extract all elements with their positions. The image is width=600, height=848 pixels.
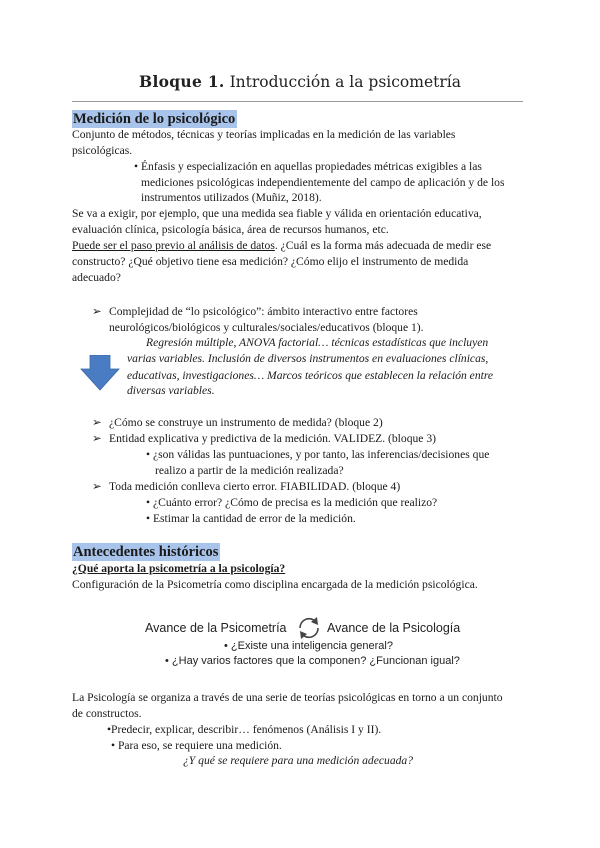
point1-line-2: neurológicos/biológicos y culturales/sociales/educativos (bloque 1). xyxy=(109,321,424,334)
configuracion-line: Configuración de la Psicometría como disciplina encargada de la medición psicológica. xyxy=(72,578,478,591)
section2-bullet-1: •Predecir, explicar, describir… fenómenos (Análisis I y II). xyxy=(107,723,382,736)
section2-bullet-2: • Para eso, se requiere una medición. xyxy=(111,739,282,752)
bullet-line-1: • Énfasis y especialización en aquellas propiedades métricas exigibles a las xyxy=(134,160,482,173)
diagram-bullet-2: • ¿Hay varios factores que la componen? ¿Funcionan igual? xyxy=(165,655,460,667)
section-heading-medicion: Medición de lo psicológico xyxy=(73,111,236,127)
point4-sub-1: • ¿Cuánto error? ¿Cómo de precisa es la medición que realizo? xyxy=(146,496,438,509)
title-text: Introducción a la psicometría xyxy=(229,73,461,91)
bullet-line-2: mediciones psicológicas independientemente del campo de aplicación y de los xyxy=(141,176,505,189)
point3: Entidad explicativa y predictiva de la medición. VALIDEZ. (bloque 3) xyxy=(109,432,436,445)
diagram-left-label: Avance de la Psicometría xyxy=(145,621,287,635)
cycle-arrows-icon xyxy=(295,614,323,642)
para2-line-1: Se va a exigir, por ejemplo, que una medida sea fiable y válida en orientación educativa, xyxy=(72,207,482,220)
title-block-number: Bloque 1. xyxy=(139,72,225,91)
para3-line-1 xyxy=(72,238,491,254)
arrow-bullet-4: ➢ xyxy=(92,480,102,493)
subheading-aporta: ¿Qué aporta la psicometría a la psicología? xyxy=(72,562,286,575)
para-psicologia-2: de constructos. xyxy=(72,707,142,720)
intro-line-2: psicológicas. xyxy=(72,144,133,157)
para-psicologia-1: La Psicología se organiza a través de una serie de teorías psicológicas en torno a un conjunto xyxy=(72,691,503,704)
point3-sub-1: • ¿son válidas las puntuaciones, y por tanto, las inferencias/decisiones que xyxy=(146,448,490,461)
point4: Toda medición conlleva cierto error. FIABILIDAD. (bloque 4) xyxy=(109,480,401,493)
arrow-bullet-1: ➢ xyxy=(92,305,102,318)
diagram-right-label: Avance de la Psicología xyxy=(327,621,461,635)
point1-italic-1: Regresión múltiple, ANOVA factorial… técnicas estadísticas que incluyen xyxy=(146,336,489,349)
intro-line-1: Conjunto de métodos, técnicas y teorías implicadas en la medición de las variables xyxy=(72,128,456,141)
point2: ¿Cómo se construye un instrumento de medida? (bloque 2) xyxy=(109,416,383,429)
down-arrow-icon xyxy=(80,355,120,391)
diagram-bullet-1: • ¿Existe una inteligencia general? xyxy=(224,640,393,652)
closing-question: ¿Y qué se requiere para una medición adecuada? xyxy=(183,754,414,767)
point4-sub-2: • Estimar la cantidad de error de la medición. xyxy=(146,512,356,525)
arrow-bullet-3: ➢ xyxy=(92,432,102,445)
section-heading-antecedentes: Antecedentes históricos xyxy=(73,544,219,560)
para3-line-2: constructo? ¿Qué objetivo tiene esa medición? ¿Cómo elijo el instrumento de medida xyxy=(72,255,469,268)
para3-line-3: adecuado? xyxy=(72,271,121,284)
page-title xyxy=(0,72,600,91)
point1-line-1: Complejidad de “lo psicológico”: ámbito interactivo entre factores xyxy=(109,305,418,318)
para3-rest: . ¿Cuál es la forma más adecuada de medir ese xyxy=(274,239,492,252)
point3-sub-2: realizo a partir de la medición realizada? xyxy=(155,464,344,477)
point1-italic-2: varias variables. Inclusión de diversos instrumentos en evaluaciones clínicas, xyxy=(127,352,489,365)
bullet-line-3: instrumentos utilizados (Muñiz, 2018). xyxy=(141,191,322,204)
arrow-bullet-2: ➢ xyxy=(92,416,102,429)
point1-italic-3: educativas, investigaciones… Marcos teóricos que establecen la relación entre xyxy=(127,369,494,382)
para2-line-2: evaluación clínica, psicología básica, área de recursos humanos, etc. xyxy=(72,223,389,236)
point1-italic-4: diversas variables. xyxy=(127,384,215,397)
para3-underlined: Puede ser el paso previo al análisis de datos xyxy=(72,239,275,252)
title-divider xyxy=(72,101,523,102)
